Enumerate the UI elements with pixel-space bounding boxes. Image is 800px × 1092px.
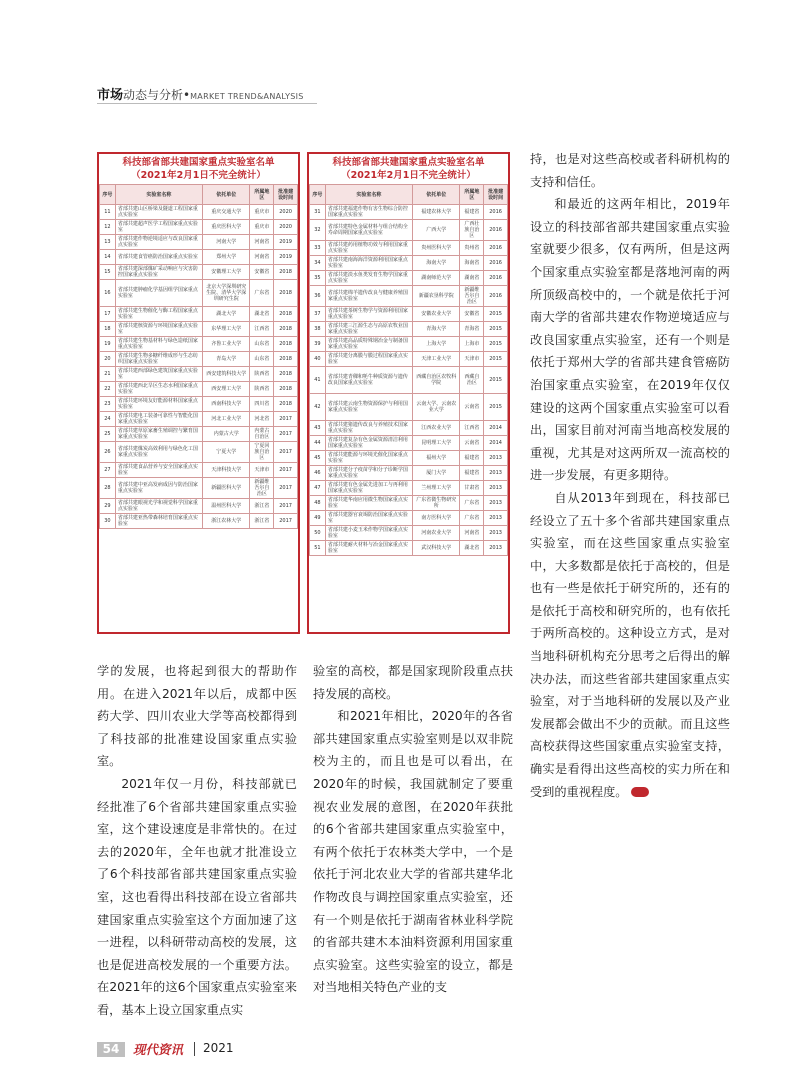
- table-cell: 河南农业大学: [412, 526, 460, 541]
- header-dot: •: [183, 88, 191, 102]
- table-cell: 郑州大学: [202, 250, 250, 265]
- paragraph: 和最近的这两年相比，2019年设立的科技部省部共建国家重点实验室就要少很多，仅有两所，但是这两个国家重点实验室都是落地河南的两所顶级高校中的，一个就是依托于河南大学的省部共建农作物逆境适应与改良国家重点实验室，还有一个则是依托于郑州大学的省部共建食管癌防治国家重点实验室，在2019年仅仅建设的这两个国家重点实验室可以看出，国家目前对河南当地高校发展的重视，尤其是对这两所双一流高校的进一步发展，有更多期待。: [530, 197, 730, 483]
- table-cell: 安徽省: [250, 264, 274, 279]
- table-cell: 省部共建耐火材料与冶金国家重点实验室: [325, 541, 412, 556]
- table-row: [310, 256, 508, 271]
- table-cell: 省部共建食管癌防治国家重点实验室: [115, 250, 202, 265]
- table-cell: 省部共建茶树生物学与资源利用国家重点实验室: [325, 307, 412, 322]
- table-subtitle: （2021年2月1日不完全统计）: [341, 170, 476, 181]
- table-column-header: 依托单位: [412, 185, 460, 205]
- table-cell: 2013: [484, 511, 508, 526]
- table-cell: 省部共建山区桥梁及隧道工程国家重点实验室: [115, 205, 202, 220]
- table-cell: 2013: [484, 541, 508, 556]
- table-cell: 2017: [274, 411, 298, 426]
- table-cell: 广东省微生物研究所: [412, 496, 460, 511]
- table-cell: 30: [100, 513, 116, 528]
- table-cell: 青岛大学: [202, 351, 250, 366]
- paragraph: 2021年仅一月份，科技部就已经批准了6个省部共建国家重点实验室，这个建设速度是非常快的。在过去的2020年，全年也就才批准设立了6个科技部省部共建国家重点实验室，这也看得出科技部在设立省部共建国家重点实验室这个方面加速了这一进程，以科研带动高校的发展，这也是促进高校发展的一个重要方法。在2021年的这6个国家重点实验室来看，基本上设立国家重点实: [97, 776, 297, 1017]
- table-cell: 省部共建亚热带森林培育国家重点实验室: [115, 513, 202, 528]
- lab-table: [99, 184, 298, 529]
- table-cell: 河南省: [460, 526, 484, 541]
- table-cell: 2016: [484, 241, 508, 256]
- table-cell: 2015: [484, 322, 508, 337]
- table-cell: 39: [310, 337, 326, 352]
- table-row: [310, 466, 508, 481]
- table-body: [310, 205, 508, 556]
- table-cell: 省部共建猪遗传改良与养殖技术国家重点实验室: [325, 421, 412, 436]
- table-row: [310, 352, 508, 367]
- table-cell: 45: [310, 451, 326, 466]
- table-cell: 16: [100, 279, 116, 306]
- table-row: [310, 421, 508, 436]
- table-cell: 省部共建生物基材料与绿色造纸国家重点实验室: [115, 336, 202, 351]
- table-cell: 新疆医科大学: [202, 477, 250, 498]
- table-cell: 省部共建福建作物有害生物综合防控国家重点实验室: [325, 205, 412, 220]
- table-cell: 湖北省: [250, 306, 274, 321]
- table-cell: 24: [100, 411, 116, 426]
- table-cell: 陕西省: [250, 366, 274, 381]
- table-cell: 48: [310, 496, 326, 511]
- issue-year: 2021: [203, 1041, 234, 1055]
- table-cell: 温州医科大学: [202, 498, 250, 513]
- table-cell: 海南省: [460, 256, 484, 271]
- table-cell: 省部共建草原家畜生殖调控与繁育国家重点实验室: [115, 426, 202, 441]
- table-cell: 天津市: [250, 462, 274, 477]
- table-cell: 2018: [274, 306, 298, 321]
- table-cell: 2015: [484, 337, 508, 352]
- table-cell: 武汉科技大学: [412, 541, 460, 556]
- table-row: [310, 451, 508, 466]
- table-cell: 省部共建超声医学工程国家重点实验室: [115, 220, 202, 235]
- table-row: [100, 381, 298, 396]
- table-cell: 江西省: [460, 421, 484, 436]
- paragraph: 和2021年相比，2020年的各省部共建国家重点实验室则是以双非院校为主的，而且也是可以看出，在2020年的时候，我国就制定了要重视农业发展的意图，在2020年获批的6个省部共建国家重点实验室中，有两个依托于农林类大学中，一个是依托于河北农业大学的省部共建华北作物改良与调控国家重点实验室，还有一个则是依托于湖南省林业科学院的省部共建木本油料资源利用国家重点实验室。这些实验室的设立，都是对当地相关特色产业的支: [313, 709, 513, 995]
- table-row: [100, 441, 298, 462]
- article-column-right: [530, 148, 730, 803]
- table-column-header: 实验室名称: [115, 185, 202, 205]
- table-cell: 省部共建华南应用微生物国家重点实验室: [325, 496, 412, 511]
- table-cell: 2017: [274, 462, 298, 477]
- table-row: [310, 481, 508, 496]
- table-cell: 青海省: [460, 322, 484, 337]
- table-cell: 2018: [274, 366, 298, 381]
- lab-table-right: [307, 152, 510, 634]
- table-cell: 省部共建分离膜与膜过程国家重点实验室: [325, 352, 412, 367]
- paragraph: 学的发展，也将起到很大的帮助作用。在进入2021年以后，成都中医药大学、四川农业大学等高校都得到了科技部的批准建设国家重点实验室。: [97, 664, 297, 769]
- article-column-middle: [313, 660, 513, 999]
- table-cell: 省部共建煤炭高效利用与绿色化工国家重点实验室: [115, 441, 202, 462]
- table-cell: 贵州省: [460, 241, 484, 256]
- paragraph-with-endmark: [530, 487, 730, 803]
- table-cell: 省部共建分子疫苗学和分子诊断学国家重点实验室: [325, 466, 412, 481]
- table-cell: 31: [310, 205, 326, 220]
- header-strong: 市场: [97, 88, 124, 103]
- table-cell: 36: [310, 286, 326, 307]
- table-row: [310, 241, 508, 256]
- table-cell: 省部共建生物多糖纤维成形与生态纺织国家重点实验室: [115, 351, 202, 366]
- table-row: [100, 513, 298, 528]
- table-cell: 广西大学: [412, 220, 460, 241]
- table-body: [100, 205, 298, 529]
- lab-table-left: [97, 152, 300, 634]
- table-row: [310, 526, 508, 541]
- table-cell: 省部共建南海海洋资源利用国家重点实验室: [325, 256, 412, 271]
- table-cell: 内蒙古大学: [202, 426, 250, 441]
- table-cell: 陕西省: [250, 381, 274, 396]
- lab-table: [309, 184, 508, 556]
- table-title-block: [99, 154, 298, 184]
- table-cell: 西安理工大学: [202, 381, 250, 396]
- table-cell: 重庆交通大学: [202, 205, 250, 220]
- table-cell: 西南科技大学: [202, 396, 250, 411]
- table-cell: 2016: [484, 256, 508, 271]
- table-row: [100, 396, 298, 411]
- paragraph: 持，也是对这些高校或者科研机构的支持和信任。: [530, 152, 730, 189]
- table-row: [100, 220, 298, 235]
- table-cell: 2018: [274, 351, 298, 366]
- table-cell: 2014: [484, 436, 508, 451]
- table-cell: 河南省: [250, 250, 274, 265]
- table-row: [310, 220, 508, 241]
- table-cell: 西安建筑科技大学: [202, 366, 250, 381]
- table-cell: 新疆农垦科学院: [412, 286, 460, 307]
- table-cell: 省部共建复杂有色金属资源清洁利用国家重点实验室: [325, 436, 412, 451]
- table-title: 科技部省部共建国家重点实验室名单: [332, 157, 485, 168]
- table-cell: 浙江省: [250, 513, 274, 528]
- table-cell: 省部共建器官衰竭防治国家重点实验室: [325, 511, 412, 526]
- table-cell: 2018: [274, 381, 298, 396]
- table-cell: 天津市: [460, 352, 484, 367]
- table-cell: 湖南省: [460, 271, 484, 286]
- table-cell: 2014: [484, 421, 508, 436]
- table-cell: 2019: [274, 235, 298, 250]
- table-cell: 河北省: [250, 411, 274, 426]
- table-row: [100, 279, 298, 306]
- table-cell: 14: [100, 250, 116, 265]
- table-cell: 2015: [484, 394, 508, 421]
- table-column-header: 依托单位: [202, 185, 250, 205]
- table-cell: 昆明理工大学: [412, 436, 460, 451]
- table-cell: 云南大学、云南农业大学: [412, 394, 460, 421]
- table-cell: 贵州医科大学: [412, 241, 460, 256]
- table-cell: 2013: [484, 466, 508, 481]
- table-cell: 山东省: [250, 351, 274, 366]
- table-cell: 28: [100, 477, 116, 498]
- table-cell: 22: [100, 381, 116, 396]
- table-cell: 2017: [274, 426, 298, 441]
- table-cell: 46: [310, 466, 326, 481]
- table-row: [100, 426, 298, 441]
- table-cell: 省部共建食品营养与安全国家重点实验室: [115, 462, 202, 477]
- table-cell: 省部共建西部绿色建筑国家重点实验室: [115, 366, 202, 381]
- paragraph: 自从2013年到现在，科技部已经设立了五十多个省部共建国家重点实验室，而在这些国家重点实验室中，大多数都是依托于高校的，但是也有一些是依托于研究所的，还有的是依托于高校和研究所的，也有依托于两所高校的。这种设立方式，是对当地科研机构充分思考之后得出的解决办法，而这些省部共建国家重点实验室，对于当地科研的发展以及产业发展都会做出不少的贡献。而且这些高校获得这些国家重点实验室支持，确实是看得出这些高校的实力所在和受到的重视程度。: [530, 490, 730, 799]
- table-cell: 25: [100, 426, 116, 441]
- table-cell: 34: [310, 256, 326, 271]
- table-cell: 云南省: [460, 436, 484, 451]
- table-cell: 2013: [484, 481, 508, 496]
- table-cell: 12: [100, 220, 116, 235]
- table-cell: 云南省: [460, 394, 484, 421]
- table-cell: 省部共建西北旱区生态水利国家重点实验室: [115, 381, 202, 396]
- table-cell: 省部共建生物催化与酶工程国家重点实验室: [115, 306, 202, 321]
- table-cell: 2018: [274, 264, 298, 279]
- table-cell: 49: [310, 511, 326, 526]
- table-cell: 省部共建作物逆境适应与改良国家重点实验室: [115, 235, 202, 250]
- table-head: [310, 185, 508, 205]
- table-cell: 重庆市: [250, 205, 274, 220]
- article-column-left: [97, 660, 297, 1022]
- table-row: [100, 462, 298, 477]
- table-row: [100, 321, 298, 336]
- table-row: [310, 496, 508, 511]
- table-cell: 2015: [484, 367, 508, 394]
- table-row: [310, 205, 508, 220]
- table-column-header: 序号: [100, 185, 116, 205]
- table-cell: 北京大学深圳研究生院、清华大学深圳研究生院: [202, 279, 250, 306]
- table-cell: 重庆市: [250, 220, 274, 235]
- table-row: [100, 306, 298, 321]
- table-cell: 厦门大学: [412, 466, 460, 481]
- table-cell: 省部共建青稞和牦牛种质资源与遗传改良国家重点实验室: [325, 367, 412, 394]
- table-cell: 29: [100, 498, 116, 513]
- table-cell: 18: [100, 321, 116, 336]
- table-row: [100, 235, 298, 250]
- table-cell: 天津工业大学: [412, 352, 460, 367]
- table-cell: 2018: [274, 396, 298, 411]
- table-cell: 海南大学: [412, 256, 460, 271]
- table-cell: 2019: [274, 250, 298, 265]
- table-cell: 江西省: [250, 321, 274, 336]
- paragraph: 验室的高校，都是国家现阶段重点扶持发展的高校。: [313, 664, 513, 701]
- table-cell: 41: [310, 367, 326, 394]
- table-row: [310, 541, 508, 556]
- table-row: [310, 337, 508, 352]
- table-row: [100, 477, 298, 498]
- table-cell: 上海市: [460, 337, 484, 352]
- table-cell: 省部共建药用植物功效与利用国家重点实验室: [325, 241, 412, 256]
- table-cell: 33: [310, 241, 326, 256]
- table-cell: 省部共建肿瘤化学基因组学国家重点实验室: [115, 279, 202, 306]
- table-row: [310, 436, 508, 451]
- table-row: [310, 367, 508, 394]
- table-row: [100, 498, 298, 513]
- table-cell: 2013: [484, 526, 508, 541]
- table-cell: 湖南师范大学: [412, 271, 460, 286]
- table-cell: 广东省: [460, 511, 484, 526]
- table-row: [100, 351, 298, 366]
- table-cell: 2020: [274, 220, 298, 235]
- table-cell: 福建省: [460, 205, 484, 220]
- footer-divider: [194, 1042, 195, 1056]
- table-cell: 山东省: [250, 336, 274, 351]
- table-cell: 2016: [484, 205, 508, 220]
- table-cell: 河北工业大学: [202, 411, 250, 426]
- table-cell: 2015: [484, 307, 508, 322]
- table-cell: 河南大学: [202, 235, 250, 250]
- table-cell: 湖北大学: [202, 306, 250, 321]
- table-row: [310, 394, 508, 421]
- table-row: [310, 271, 508, 286]
- table-row: [310, 307, 508, 322]
- table-cell: 河南省: [250, 235, 274, 250]
- table-title-block: [309, 154, 508, 184]
- table-cell: 内蒙古自治区: [250, 426, 274, 441]
- table-row: [100, 336, 298, 351]
- table-cell: 11: [100, 205, 116, 220]
- table-row: [100, 411, 298, 426]
- section-header: [97, 84, 304, 103]
- table-cell: 齐鲁工业大学: [202, 336, 250, 351]
- table-cell: 省部共建能源与环境光催化国家重点实验室: [325, 451, 412, 466]
- table-head: [100, 185, 298, 205]
- table-cell: 省部共建小麦玉米作物学国家重点实验室: [325, 526, 412, 541]
- table-cell: 南方医科大学: [412, 511, 460, 526]
- table-cell: 浙江省: [250, 498, 274, 513]
- table-cell: 宁夏大学: [202, 441, 250, 462]
- table-cell: 2018: [274, 279, 298, 306]
- table-cell: 20: [100, 351, 116, 366]
- table-cell: 2020: [274, 205, 298, 220]
- table-cell: 2016: [484, 286, 508, 307]
- table-cell: 17: [100, 306, 116, 321]
- table-cell: 2017: [274, 498, 298, 513]
- table-cell: 47: [310, 481, 326, 496]
- table-row: [310, 322, 508, 337]
- table-cell: 青海大学: [412, 322, 460, 337]
- table-cell: 浙江农林大学: [202, 513, 250, 528]
- table-cell: 新疆维吾尔自治区: [250, 477, 274, 498]
- table-cell: 2017: [274, 477, 298, 498]
- table-cell: 38: [310, 322, 326, 337]
- table-cell: 广东省: [460, 496, 484, 511]
- article-end-icon: [631, 787, 649, 797]
- magazine-brand: 现代资讯: [133, 1042, 184, 1057]
- table-subtitle: （2021年2月1日不完全统计）: [131, 170, 266, 181]
- table-cell: 省部共建核资源与环境国家重点实验室: [115, 321, 202, 336]
- page-number: 54: [97, 1042, 125, 1057]
- table-cell: 新疆维吾尔自治区: [460, 286, 484, 307]
- table-cell: 东华理工大学: [202, 321, 250, 336]
- table-title: 科技部省部共建国家重点实验室名单: [122, 157, 275, 168]
- table-column-header: 序号: [310, 185, 326, 205]
- table-row: [100, 250, 298, 265]
- table-cell: 省部共建中亚高发病成因与防治国家重点实验室: [115, 477, 202, 498]
- table-cell: 44: [310, 436, 326, 451]
- page-footer: [97, 1040, 697, 1060]
- table-cell: 西藏自治区: [460, 367, 484, 394]
- table-cell: 安徽省: [460, 307, 484, 322]
- table-cell: 省部共建淡水鱼类发育生物学国家重点实验室: [325, 271, 412, 286]
- table-cell: 省部共建云南生物资源保护与利用国家重点实验室: [325, 394, 412, 421]
- table-cell: 省部共建眼视光学和视觉科学国家重点实验室: [115, 498, 202, 513]
- table-cell: 省部共建高品质特殊钢冶金与制备国家重点实验室: [325, 337, 412, 352]
- table-cell: 2015: [484, 352, 508, 367]
- table-cell: 21: [100, 366, 116, 381]
- table-cell: 西藏自治区农牧科学院: [412, 367, 460, 394]
- table-cell: 15: [100, 264, 116, 279]
- table-cell: 福建省: [460, 466, 484, 481]
- table-cell: 天津科技大学: [202, 462, 250, 477]
- table-cell: 32: [310, 220, 326, 241]
- table-column-header: 实验室名称: [325, 185, 412, 205]
- table-cell: 福建省: [460, 451, 484, 466]
- table-cell: 省部共建深部煤矿采动响应与灾害防控国家重点实验室: [115, 264, 202, 279]
- table-cell: 35: [310, 271, 326, 286]
- table-cell: 2018: [274, 321, 298, 336]
- table-row: [100, 264, 298, 279]
- table-cell: 重庆医科大学: [202, 220, 250, 235]
- table-cell: 省部共建环境友好能源材料国家重点实验室: [115, 396, 202, 411]
- table-cell: 省部共建三江源生态与高原农牧业国家重点实验室: [325, 322, 412, 337]
- table-cell: 26: [100, 441, 116, 462]
- header-rule: [97, 103, 317, 104]
- table-column-header: 批准建设时间: [484, 185, 508, 205]
- table-cell: 安徽农业大学: [412, 307, 460, 322]
- table-row: [310, 511, 508, 526]
- table-cell: 省部共建有色金属先进加工与再利用国家重点实验室: [325, 481, 412, 496]
- table-cell: 2016: [484, 220, 508, 241]
- table-cell: 2017: [274, 441, 298, 462]
- table-cell: 2013: [484, 451, 508, 466]
- table-cell: 江西农业大学: [412, 421, 460, 436]
- table-cell: 省部共建电工装备可靠性与智能化国家重点实验室: [115, 411, 202, 426]
- table-cell: 19: [100, 336, 116, 351]
- table-cell: 27: [100, 462, 116, 477]
- table-cell: 广东省: [250, 279, 274, 306]
- table-cell: 51: [310, 541, 326, 556]
- table-cell: 13: [100, 235, 116, 250]
- table-row: [100, 205, 298, 220]
- table-cell: 安徽理工大学: [202, 264, 250, 279]
- table-cell: 湖北省: [460, 541, 484, 556]
- table-cell: 福建农林大学: [412, 205, 460, 220]
- table-cell: 2017: [274, 513, 298, 528]
- table-column-header: 批准建设时间: [274, 185, 298, 205]
- table-cell: 42: [310, 394, 326, 421]
- table-column-header: 所属地区: [250, 185, 274, 205]
- table-row: [100, 366, 298, 381]
- table-cell: 40: [310, 352, 326, 367]
- table-cell: 23: [100, 396, 116, 411]
- table-cell: 2016: [484, 271, 508, 286]
- table-cell: 2013: [484, 496, 508, 511]
- table-cell: 省部共建绵羊遗传改良与健康养殖国家重点实验室: [325, 286, 412, 307]
- table-cell: 37: [310, 307, 326, 322]
- table-cell: 广西壮族自治区: [460, 220, 484, 241]
- table-cell: 四川省: [250, 396, 274, 411]
- table-cell: 上海大学: [412, 337, 460, 352]
- table-cell: 2018: [274, 336, 298, 351]
- table-row: [310, 286, 508, 307]
- table-cell: 甘肃省: [460, 481, 484, 496]
- table-cell: 50: [310, 526, 326, 541]
- table-column-header: 所属地区: [460, 185, 484, 205]
- table-cell: 福州大学: [412, 451, 460, 466]
- table-cell: 省部共建特色金属材料与组合结构全寿命周期国家重点实验室: [325, 220, 412, 241]
- header-rest: 动态与分析: [123, 88, 184, 102]
- table-cell: 43: [310, 421, 326, 436]
- table-cell: 宁夏回族自治区: [250, 441, 274, 462]
- header-english: MARKET TREND&ANALYSIS: [190, 92, 304, 101]
- table-cell: 兰州理工大学: [412, 481, 460, 496]
